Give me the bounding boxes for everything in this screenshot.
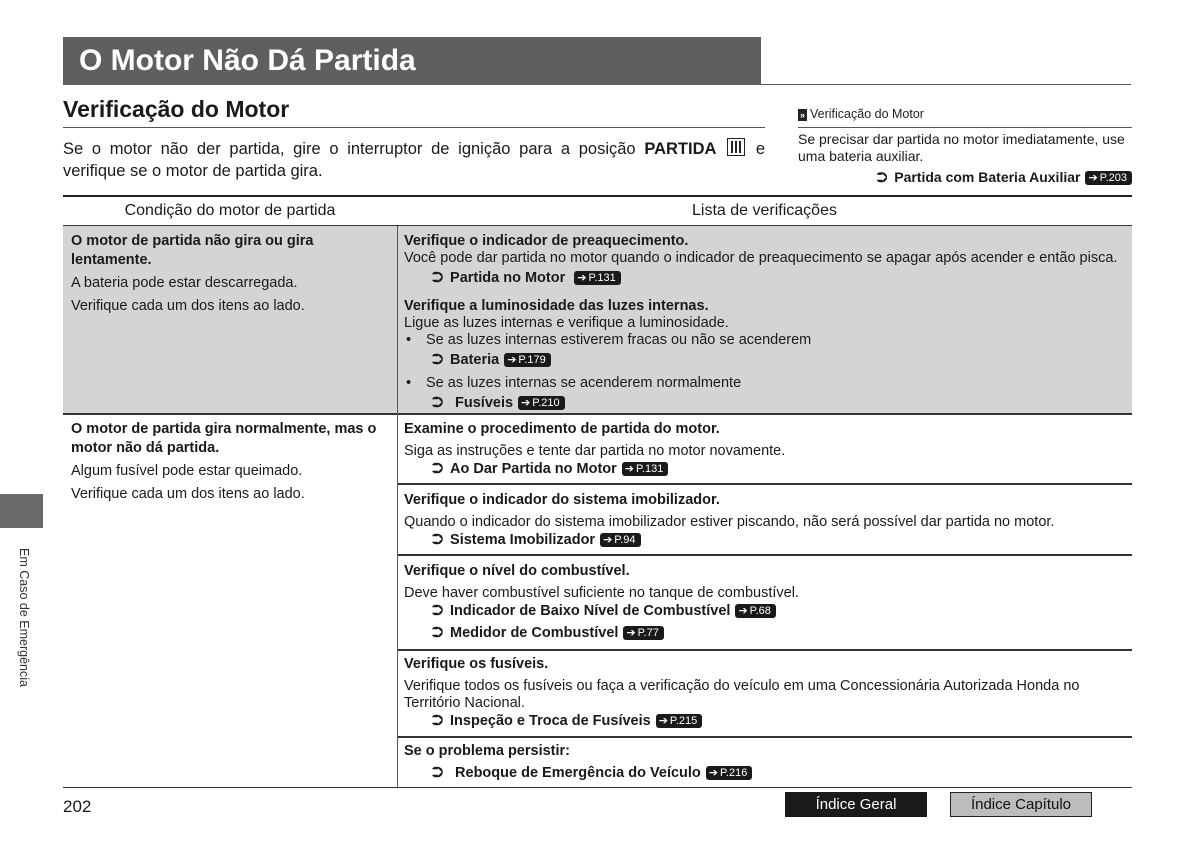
chapter-tab-marker[interactable]: [0, 494, 43, 528]
ref-link[interactable]: [432, 461, 1124, 478]
page-arrow-icon: ➔: [624, 463, 635, 475]
page-badge-label: P.131: [636, 463, 664, 475]
row2-check-4: [404, 656, 1124, 730]
page-badge-label: P.210: [532, 397, 560, 409]
ref-arrow-icon: ⮊: [432, 713, 444, 729]
page-arrow-icon: ➔: [626, 627, 636, 639]
page-badge[interactable]: [706, 766, 753, 780]
ref-label: Reboque de Emergência do Veículo: [455, 765, 701, 781]
check-text: Você pode dar partida no motor quando o indicador de preaquecimento se apagar após acender e então pisca.: [404, 250, 1118, 266]
page-badge[interactable]: [504, 353, 551, 367]
check-text: Siga as instruções e tente dar partida no motor novamente.: [404, 443, 786, 459]
ref-label: Indicador de Baixo Nível de Combustível: [450, 603, 731, 619]
chapter-index-button[interactable]: Índice Capítulo: [950, 792, 1092, 817]
ref-arrow-icon: ⮊: [432, 625, 444, 641]
column-header-condition: Condição do motor de partida: [124, 202, 336, 219]
title-bar: [63, 37, 761, 85]
sidebar-text: Se precisar dar partida no motor imediatamente, use uma bateria auxiliar.: [798, 131, 1125, 164]
page-badge-label: P.179: [518, 354, 546, 366]
page-badge[interactable]: [735, 604, 775, 618]
page-arrow-icon: ➔: [603, 534, 613, 546]
section-divider: [63, 127, 765, 128]
ref-arrow-icon: ⮊: [432, 603, 444, 619]
page-arrow-icon: ➔: [507, 354, 517, 366]
check-heading: Se o problema persistir:: [404, 743, 570, 759]
page-arrow-icon: ➔: [521, 397, 531, 409]
chapter-tab-label: Em Caso de Emergência: [17, 548, 31, 687]
ref-link[interactable]: [432, 270, 1124, 287]
ref-link[interactable]: [432, 352, 1124, 369]
page-badge[interactable]: [518, 396, 565, 410]
check-heading: Verifique os fusíveis.: [404, 656, 549, 672]
ref-label: Sistema Imobilizador: [450, 532, 596, 548]
column-header-checklist: Lista de verificações: [692, 202, 837, 219]
row2-condition-text: Algum fusível pode estar queimado.: [71, 463, 303, 479]
bullet-item: • Se as luzes internas estiverem fracas ou não se acenderem: [404, 332, 1124, 349]
ref-arrow-icon: ⮊: [432, 270, 444, 286]
page-badge-label: P.68: [749, 605, 771, 617]
row2-check-2: [404, 492, 1124, 549]
ref-arrow-icon: ⮊: [432, 765, 444, 781]
page-arrow-icon: ➔: [708, 767, 719, 779]
page-arrow-icon: ➔: [1088, 172, 1098, 184]
table-top-border: [63, 195, 1132, 197]
check-heading: Verifique a luminosidade das luzes internas.: [404, 298, 709, 314]
ref-label: Ao Dar Partida no Motor: [450, 461, 617, 477]
row-divider: [63, 413, 1132, 415]
page-badge[interactable]: [1085, 171, 1132, 185]
check-text: Deve haver combustível suficiente no tanque de combustível.: [404, 585, 799, 601]
page-badge[interactable]: [622, 462, 669, 476]
row1-condition-title: O motor de partida não gira ou gira lentamente.: [71, 233, 314, 268]
intro-text-1: Se o motor não der partida, gire o interruptor de ignição para a posição: [63, 140, 645, 158]
row1-condition-text: Verifique cada um dos itens ao lado.: [71, 298, 305, 314]
row2-condition-title: O motor de partida gira normalmente, mas o motor não dá partida.: [71, 421, 377, 456]
page-badge[interactable]: [600, 533, 640, 547]
row2-check-5: [404, 743, 1124, 782]
page-badge-label: P.215: [669, 715, 698, 727]
sidebar-header-label: Verificação do Motor: [810, 107, 924, 121]
row1-check-2: [404, 298, 1124, 412]
ref-label: Inspeção e Troca de Fusíveis: [450, 713, 651, 729]
check-heading: Verifique o nível do combustível.: [404, 563, 630, 579]
sidebar-header: [798, 106, 1132, 123]
ref-arrow-icon: ⮊: [432, 352, 444, 368]
row1-condition-text: A bateria pode estar descarregada.: [71, 275, 298, 291]
ref-label: Medidor de Combustível: [450, 625, 619, 641]
ref-label: Partida no Motor: [450, 270, 566, 286]
bullet-item: • Se as luzes internas se acenderem normalmente: [404, 375, 1124, 392]
intro-bold-partida: PARTIDA: [644, 140, 717, 158]
page-badge-label: P.94: [614, 534, 636, 546]
ref-arrow-icon: ⮊: [432, 532, 444, 548]
footer-divider: [63, 787, 1132, 788]
check-heading: Verifique o indicador do sistema imobilizador.: [404, 492, 720, 508]
row2-condition: [71, 420, 395, 504]
check-text: Quando o indicador do sistema imobilizador estiver piscando, não será possível dar partida no motor.: [404, 514, 1055, 530]
ref-arrow-icon: ⮊: [432, 395, 444, 411]
page-badge-label: P.216: [720, 767, 748, 779]
sidebar-ref-link[interactable]: [798, 169, 1132, 186]
section-title: Verificação do Motor: [63, 96, 290, 122]
row-divider: [398, 483, 1132, 485]
title-divider: [761, 84, 1131, 85]
row1-condition: [71, 232, 395, 316]
page-badge[interactable]: [574, 271, 621, 285]
check-text: Ligue as luzes internas e verifique a luminosidade.: [404, 315, 729, 331]
page-badge[interactable]: [623, 626, 663, 640]
ref-link[interactable]: [432, 395, 1124, 412]
check-text: Verifique todos os fusíveis ou faça a verificação do veículo em uma Concessionária Autorizada Honda no Território Nacional.: [404, 678, 1080, 711]
sidebar-note: [798, 106, 1132, 186]
double-chevron-icon: »: [800, 109, 806, 120]
page-badge-label: P.203: [1099, 172, 1127, 184]
check-heading: Examine o procedimento de partida do motor.: [404, 421, 720, 437]
page-badge-label: P.77: [637, 627, 659, 639]
page-arrow-icon: ➔: [738, 605, 748, 617]
row-divider: [398, 554, 1132, 556]
column-divider: [397, 226, 398, 787]
ref-link[interactable]: [432, 713, 1124, 730]
check-heading: Verifique o indicador de preaquecimento.: [404, 233, 689, 249]
ref-link[interactable]: [432, 625, 1124, 642]
ref-label: Bateria: [450, 352, 500, 368]
general-index-button[interactable]: Índice Geral: [785, 792, 927, 817]
ref-link[interactable]: [432, 532, 1124, 549]
page-arrow-icon: ➔: [658, 715, 668, 727]
ignition-start-icon: [727, 138, 745, 156]
row-divider: [398, 649, 1132, 651]
ref-arrow-icon: ⮊: [876, 169, 888, 185]
row1-check-1: [404, 233, 1124, 287]
page-badge-label: P.131: [588, 272, 616, 284]
ref-arrow-icon: ⮊: [432, 461, 444, 477]
row-divider: [398, 736, 1132, 738]
page-badge[interactable]: [656, 714, 703, 728]
ref-label: Fusíveis: [455, 395, 514, 411]
sidebar-ref-label: Partida com Bateria Auxiliar: [894, 169, 1081, 185]
intro-paragraph: [63, 138, 765, 182]
ref-link[interactable]: [432, 603, 1124, 620]
row2-condition-text: Verifique cada um dos itens ao lado.: [71, 486, 305, 502]
page-number: 202: [63, 797, 92, 816]
page-title: O Motor Não Dá Partida: [79, 44, 416, 77]
row2-check-3: [404, 563, 1124, 642]
sidebar-divider: [798, 127, 1132, 128]
ref-link[interactable]: [432, 765, 1124, 782]
row2-check-1: [404, 421, 1124, 478]
page-arrow-icon: ➔: [577, 272, 587, 284]
intro-text-2: e verifique se o motor de partida gira.: [63, 140, 765, 180]
